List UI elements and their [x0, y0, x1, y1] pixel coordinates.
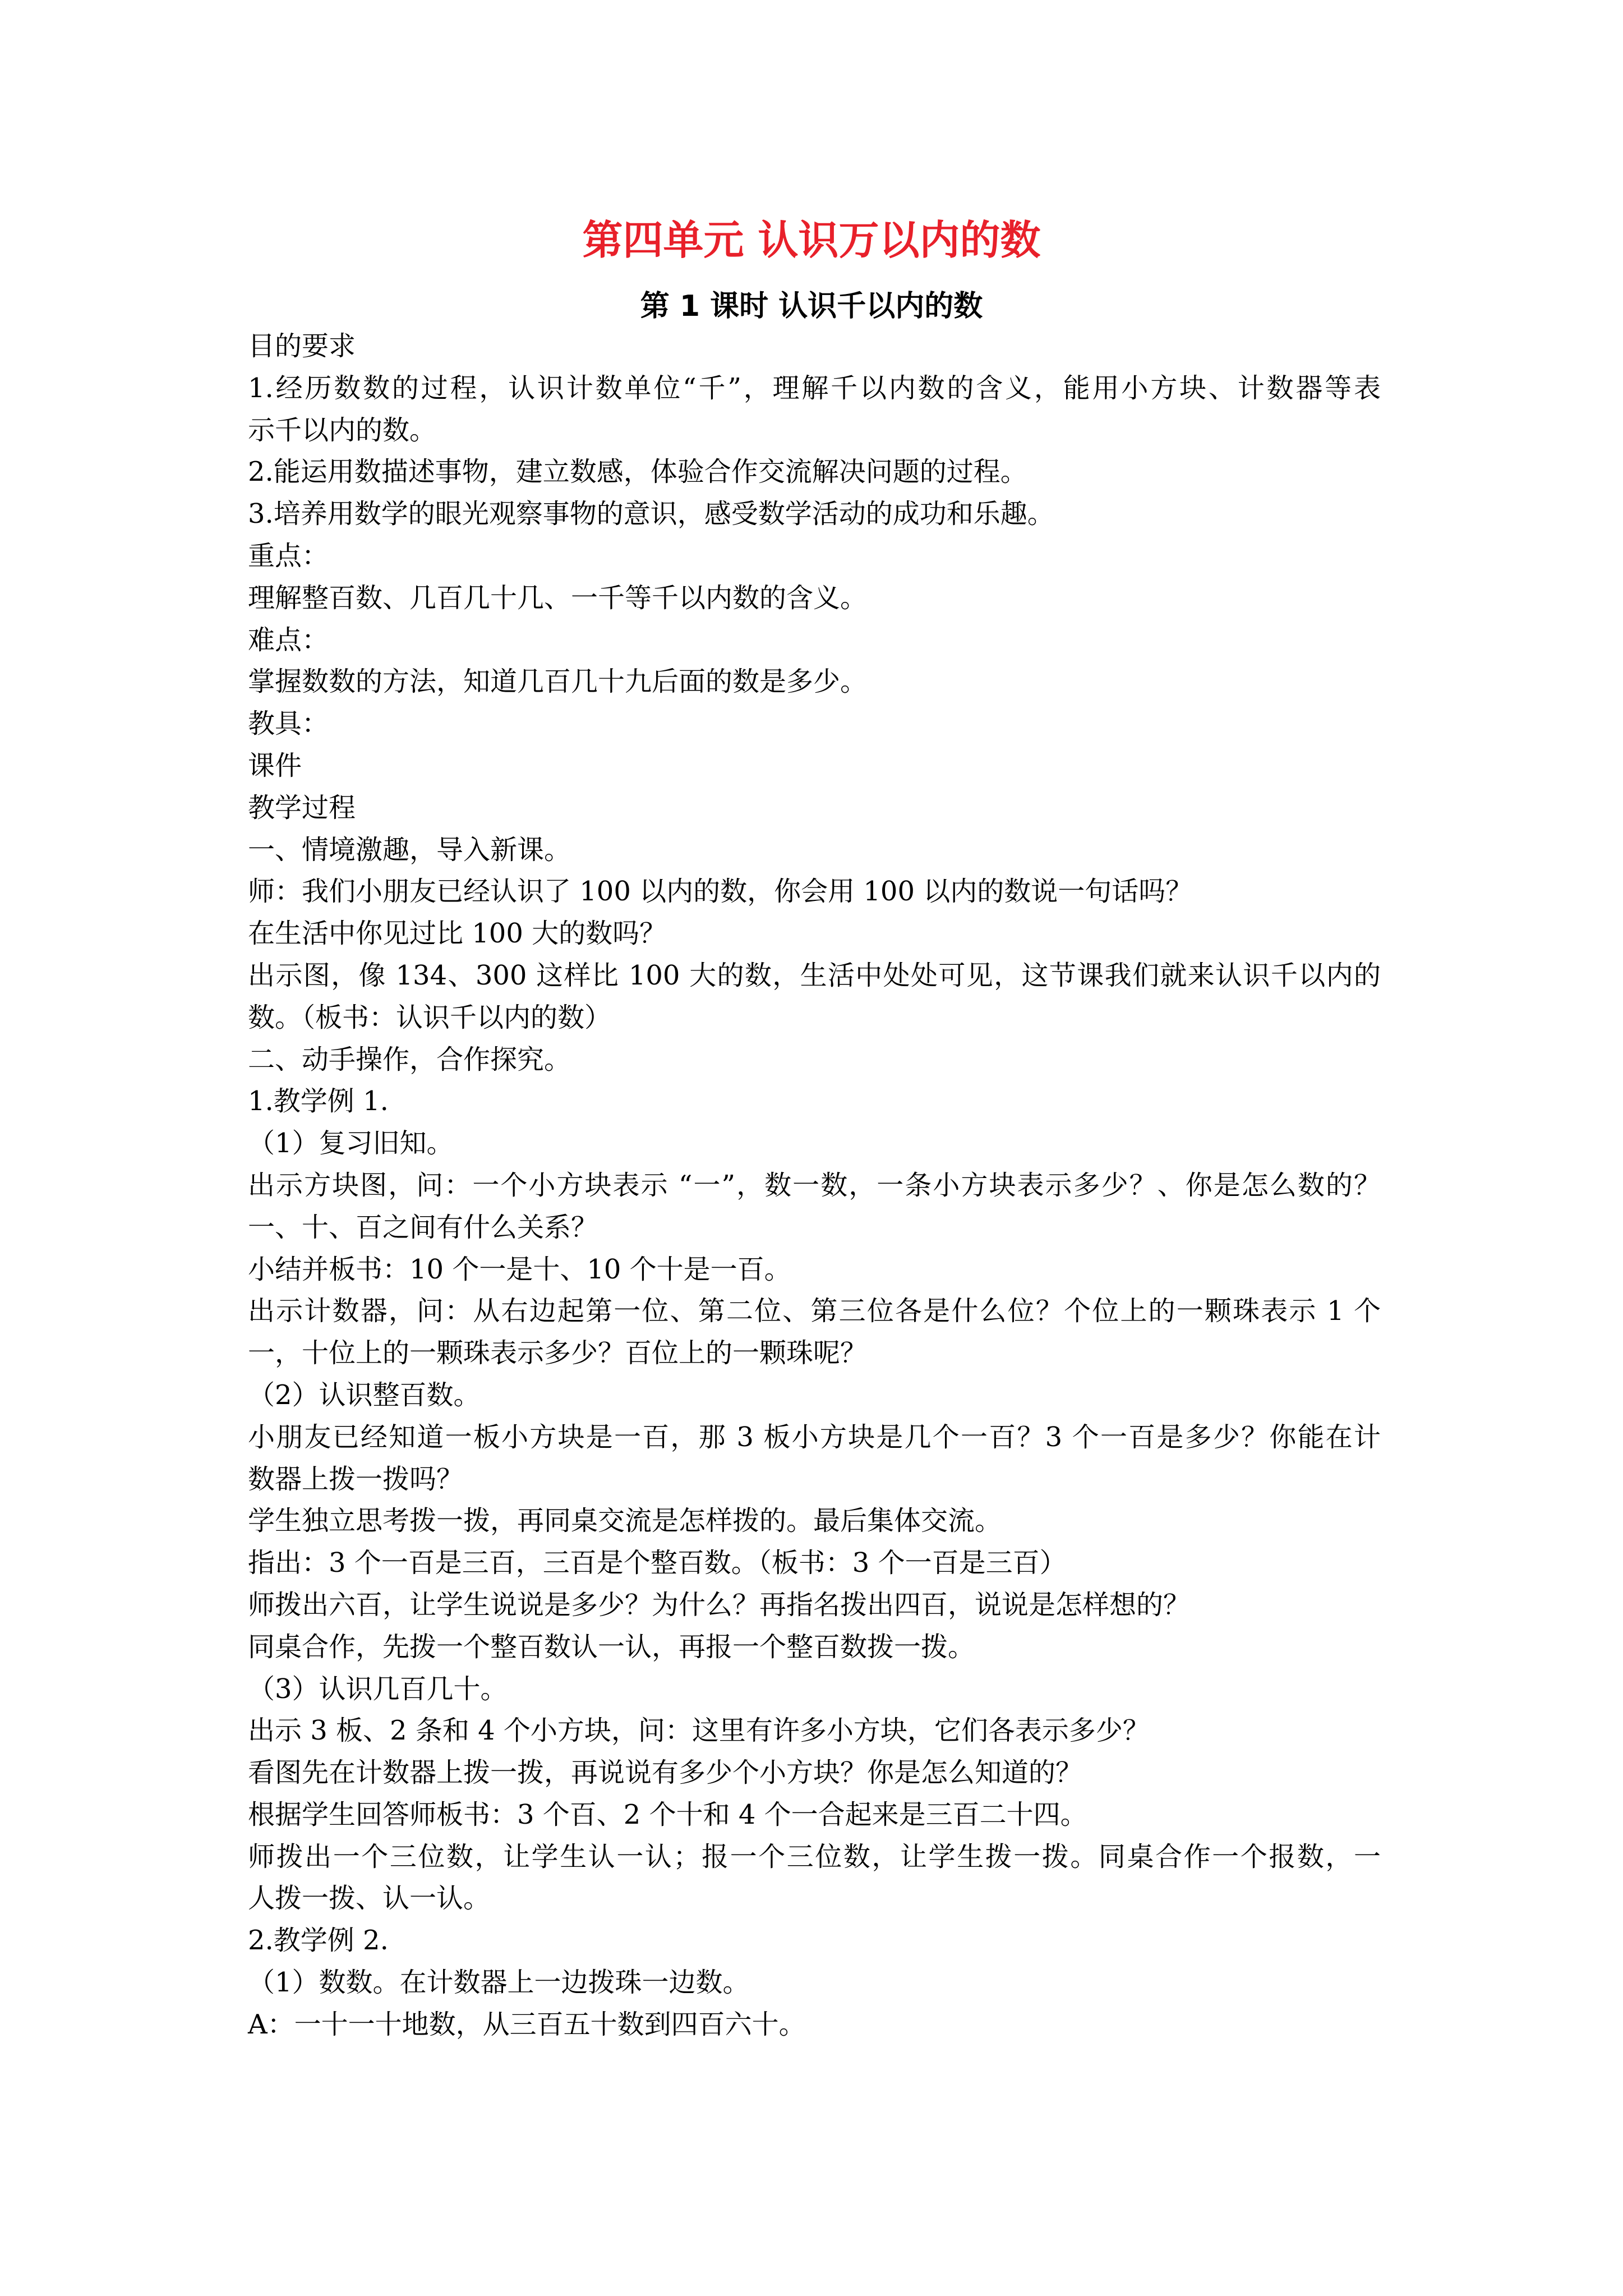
- text-line: 出示 3 板、2 条和 4 个小方块，问：这里有许多小方块，它们各表示多少？: [248, 1715, 1150, 1747]
- text-line: 出示计数器，问：从右边起第一位、第二位、第三位各是什么位？个位上的一颗珠表示 1 个: [248, 1295, 1381, 1327]
- text-line: 1.经历数数的过程，认识计数单位“千”，理解千以内数的含义，能用小方块、计数器等表: [248, 372, 1381, 404]
- text-line: A：一十一十地数，从三百五十数到四百六十。: [248, 2008, 806, 2040]
- text-line: 掌握数数的方法，知道几百几十九后面的数是多少。: [248, 666, 868, 698]
- text-line: 师拨出六百，让学生说说是多少？为什么？再指名拨出四百，说说是怎样想的？: [248, 1589, 1191, 1621]
- text-line: （3）认识几百几十。: [248, 1673, 508, 1705]
- text-line: （1）复习旧知。: [248, 1128, 454, 1159]
- text-line: （1）数数。在计数器上一边拨珠一边数。: [248, 1967, 750, 1999]
- text-line: 一、十、百之间有什么关系？: [248, 1211, 598, 1243]
- text-line: 在生活中你见过比 100 大的数吗？: [248, 918, 667, 950]
- text-line: 同桌合作，先拨一个整百数认一认，再报一个整百数拨一拨。: [248, 1631, 975, 1663]
- text-line: 看图先在计数器上拨一拨，再说说有多少个小方块？你是怎么知道的？: [248, 1757, 1083, 1789]
- unit-title: 第四单元 认识万以内的数: [582, 217, 1041, 264]
- text-line: 理解整百数、几百几十几、一千等千以内数的含义。: [248, 582, 868, 614]
- text-line: 数。（板书：认识千以内的数）: [248, 1001, 612, 1033]
- text-line: 课件: [248, 749, 302, 781]
- text-line: 2.能运用数描述事物，建立数感，体验合作交流解决问题的过程。: [248, 456, 1027, 488]
- text-line: 师：我们小朋友已经认识了 100 以内的数，你会用 100 以内的数说一句话吗？: [248, 876, 1193, 908]
- text-line: 数器上拨一拨吗？: [248, 1463, 464, 1495]
- text-line: 师拨出一个三位数，让学生认一认；报一个三位数，让学生拨一拨。同桌合作一个报数，一: [248, 1841, 1381, 1872]
- text-line: 人拨一拨、认一认。: [248, 1883, 491, 1915]
- text-line: 根据学生回答师板书：3 个百、2 个十和 4 个一合起来是三百二十四。: [248, 1798, 1087, 1830]
- text-line: 教具：: [248, 708, 329, 740]
- text-line: 学生独立思考拨一拨，再同桌交流是怎样拨的。最后集体交流。: [248, 1505, 1002, 1537]
- text-line: 重点：: [248, 540, 329, 572]
- text-line: 示千以内的数。: [248, 414, 437, 446]
- text-line: 3.培养用数学的眼光观察事物的意识，感受数学活动的成功和乐趣。: [248, 498, 1054, 530]
- text-line: 一、情境激趣，导入新课。: [248, 834, 571, 866]
- text-line: 指出：3 个一百是三百，三百是个整百数。（板书：3 个一百是三百）: [248, 1547, 1067, 1579]
- text-line: 2.教学例 2.: [248, 1925, 389, 1957]
- text-line: （2）认识整百数。: [248, 1379, 481, 1411]
- lesson-subtitle: 第 1 课时 认识千以内的数: [640, 289, 983, 323]
- text-line: 小朋友已经知道一板小方块是一百，那 3 板小方块是几个一百？3 个一百是多少？你能在计: [248, 1421, 1381, 1453]
- text-line: 出示图，像 134、300 这样比 100 大的数，生活中处处可见，这节课我们就来认识千以内的: [248, 959, 1381, 991]
- text-line: 教学过程: [248, 792, 356, 823]
- text-line: 二、动手操作，合作探究。: [248, 1043, 571, 1075]
- lesson-body: [248, 325, 1381, 2046]
- text-line: 目的要求: [248, 330, 356, 362]
- text-line: 难点：: [248, 624, 329, 656]
- text-line: 1.教学例 1.: [248, 1085, 389, 1117]
- text-line: 小结并板书：10 个一是十、10 个十是一百。: [248, 1253, 791, 1285]
- text-line: 一，十位上的一颗珠表示多少？百位上的一颗珠呢？: [248, 1337, 868, 1369]
- text-line: 出示方块图，问：一个小方块表示 “一”，数一数，一条小方块表示多少？、你是怎么数的？: [248, 1169, 1381, 1201]
